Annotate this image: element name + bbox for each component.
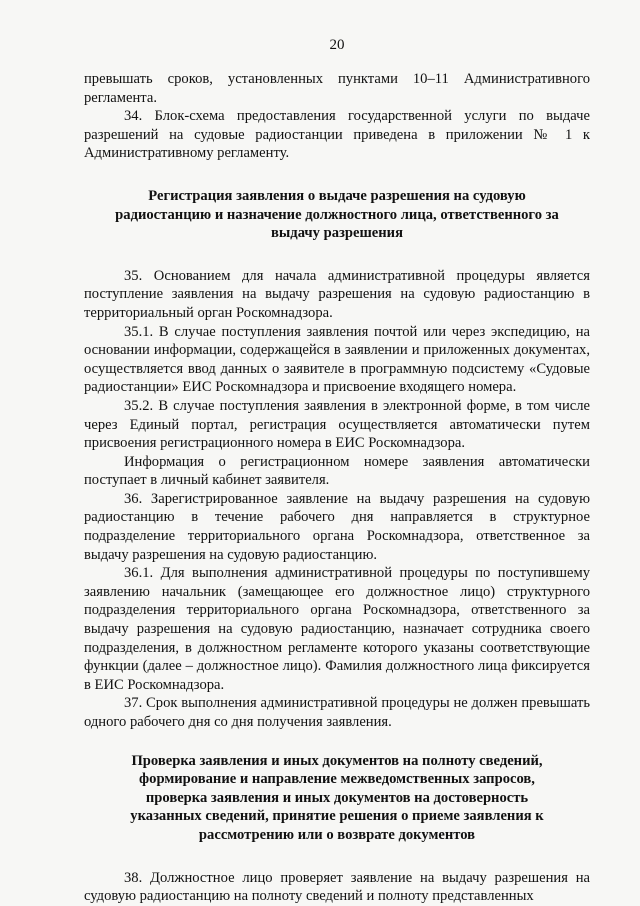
heading-line: проверка заявления и иных документов на достоверность	[145, 789, 529, 806]
paragraph-36-1: 36.1. Для выполнения административной процедуры по поступившему заявлению начальник (замещающее его должностное лицо) структурного подразделения территориального органа Роскомнадзора, ответственного за выдачу разрешения на судовую радиостанцию, назначает сотрудника своего подразделения, в должностном регламенте которого указаны соответствующие функции (далее – должностное лицо). Фамилия должностного лица фиксируется в ЕИС Роскомнадзора.	[84, 565, 590, 693]
paragraph-37: 37. Срок выполнения административной процедуры не должен превышать одного рабочего дня со дня получения заявления.	[84, 695, 590, 730]
section-heading-registration	[84, 187, 590, 243]
paragraph-35-2: 35.2. В случае поступления заявления в электронной форме, в том числе через Единый портал, регистрация осуществляется автоматически путем присвоения регистрационного номера в ЕИС Роскомнадзора.	[84, 397, 590, 452]
paragraph-35-info: Информация о регистрационном номере заявления автоматически поступает в личный кабинет заявителя.	[84, 453, 590, 489]
heading-line: радиостанцию и назначение должностного лица, ответственного за	[115, 206, 559, 223]
heading-line: Регистрация заявления о выдаче разрешения на судовую	[148, 187, 526, 204]
paragraph-continuation: превышать сроков, установленных пунктами 10–11 Административного регламента.	[84, 71, 590, 106]
heading-line: формирование и направление межведомственных запросов,	[139, 771, 535, 788]
page-number: 20	[329, 37, 345, 53]
paragraph-35: 35. Основанием для начала административной процедуры является поступление заявления на выдачу разрешения на судовую радиостанцию в территориальный орган Роскомнадзора.	[84, 267, 590, 321]
heading-line: рассмотрению или о возврате документов	[198, 826, 476, 843]
heading-line: выдачу разрешения	[271, 225, 403, 242]
paragraph-34: 34. Блок-схема предоставления государственной услуги по выдаче разрешений на судовые радиостанции приведена в приложении № 1 к Административному регламенту.	[84, 108, 590, 162]
paragraph-35-1: 35.1. В случае поступления заявления почтой или через экспедицию, на основании информации, содержащейся в заявлении и приложенных документах, осуществляется ввод данных о заявителе в программную подсистему «Судовые радиостанции» ЕИС Роскомнадзора и присвоение входящего номера.	[84, 323, 590, 396]
paragraph-38: 38. Должностное лицо проверяет заявление на выдачу разрешения на судовую радиостанцию на полноту сведений и полноту представленных	[84, 869, 590, 905]
heading-line: указанных сведений, принятие решения о приеме заявления к	[130, 808, 544, 825]
paragraph-36: 36. Зарегистрированное заявление на выдачу разрешения на судовую радиостанцию в течение рабочего дня направляется в структурное подразделение территориального органа Роскомнадзора, ответственное за выдачу разрешения на судовую радиостанцию.	[84, 490, 590, 563]
heading-line: Проверка заявления и иных документов на полноту сведений,	[131, 752, 543, 769]
section-heading-verification	[84, 752, 590, 845]
